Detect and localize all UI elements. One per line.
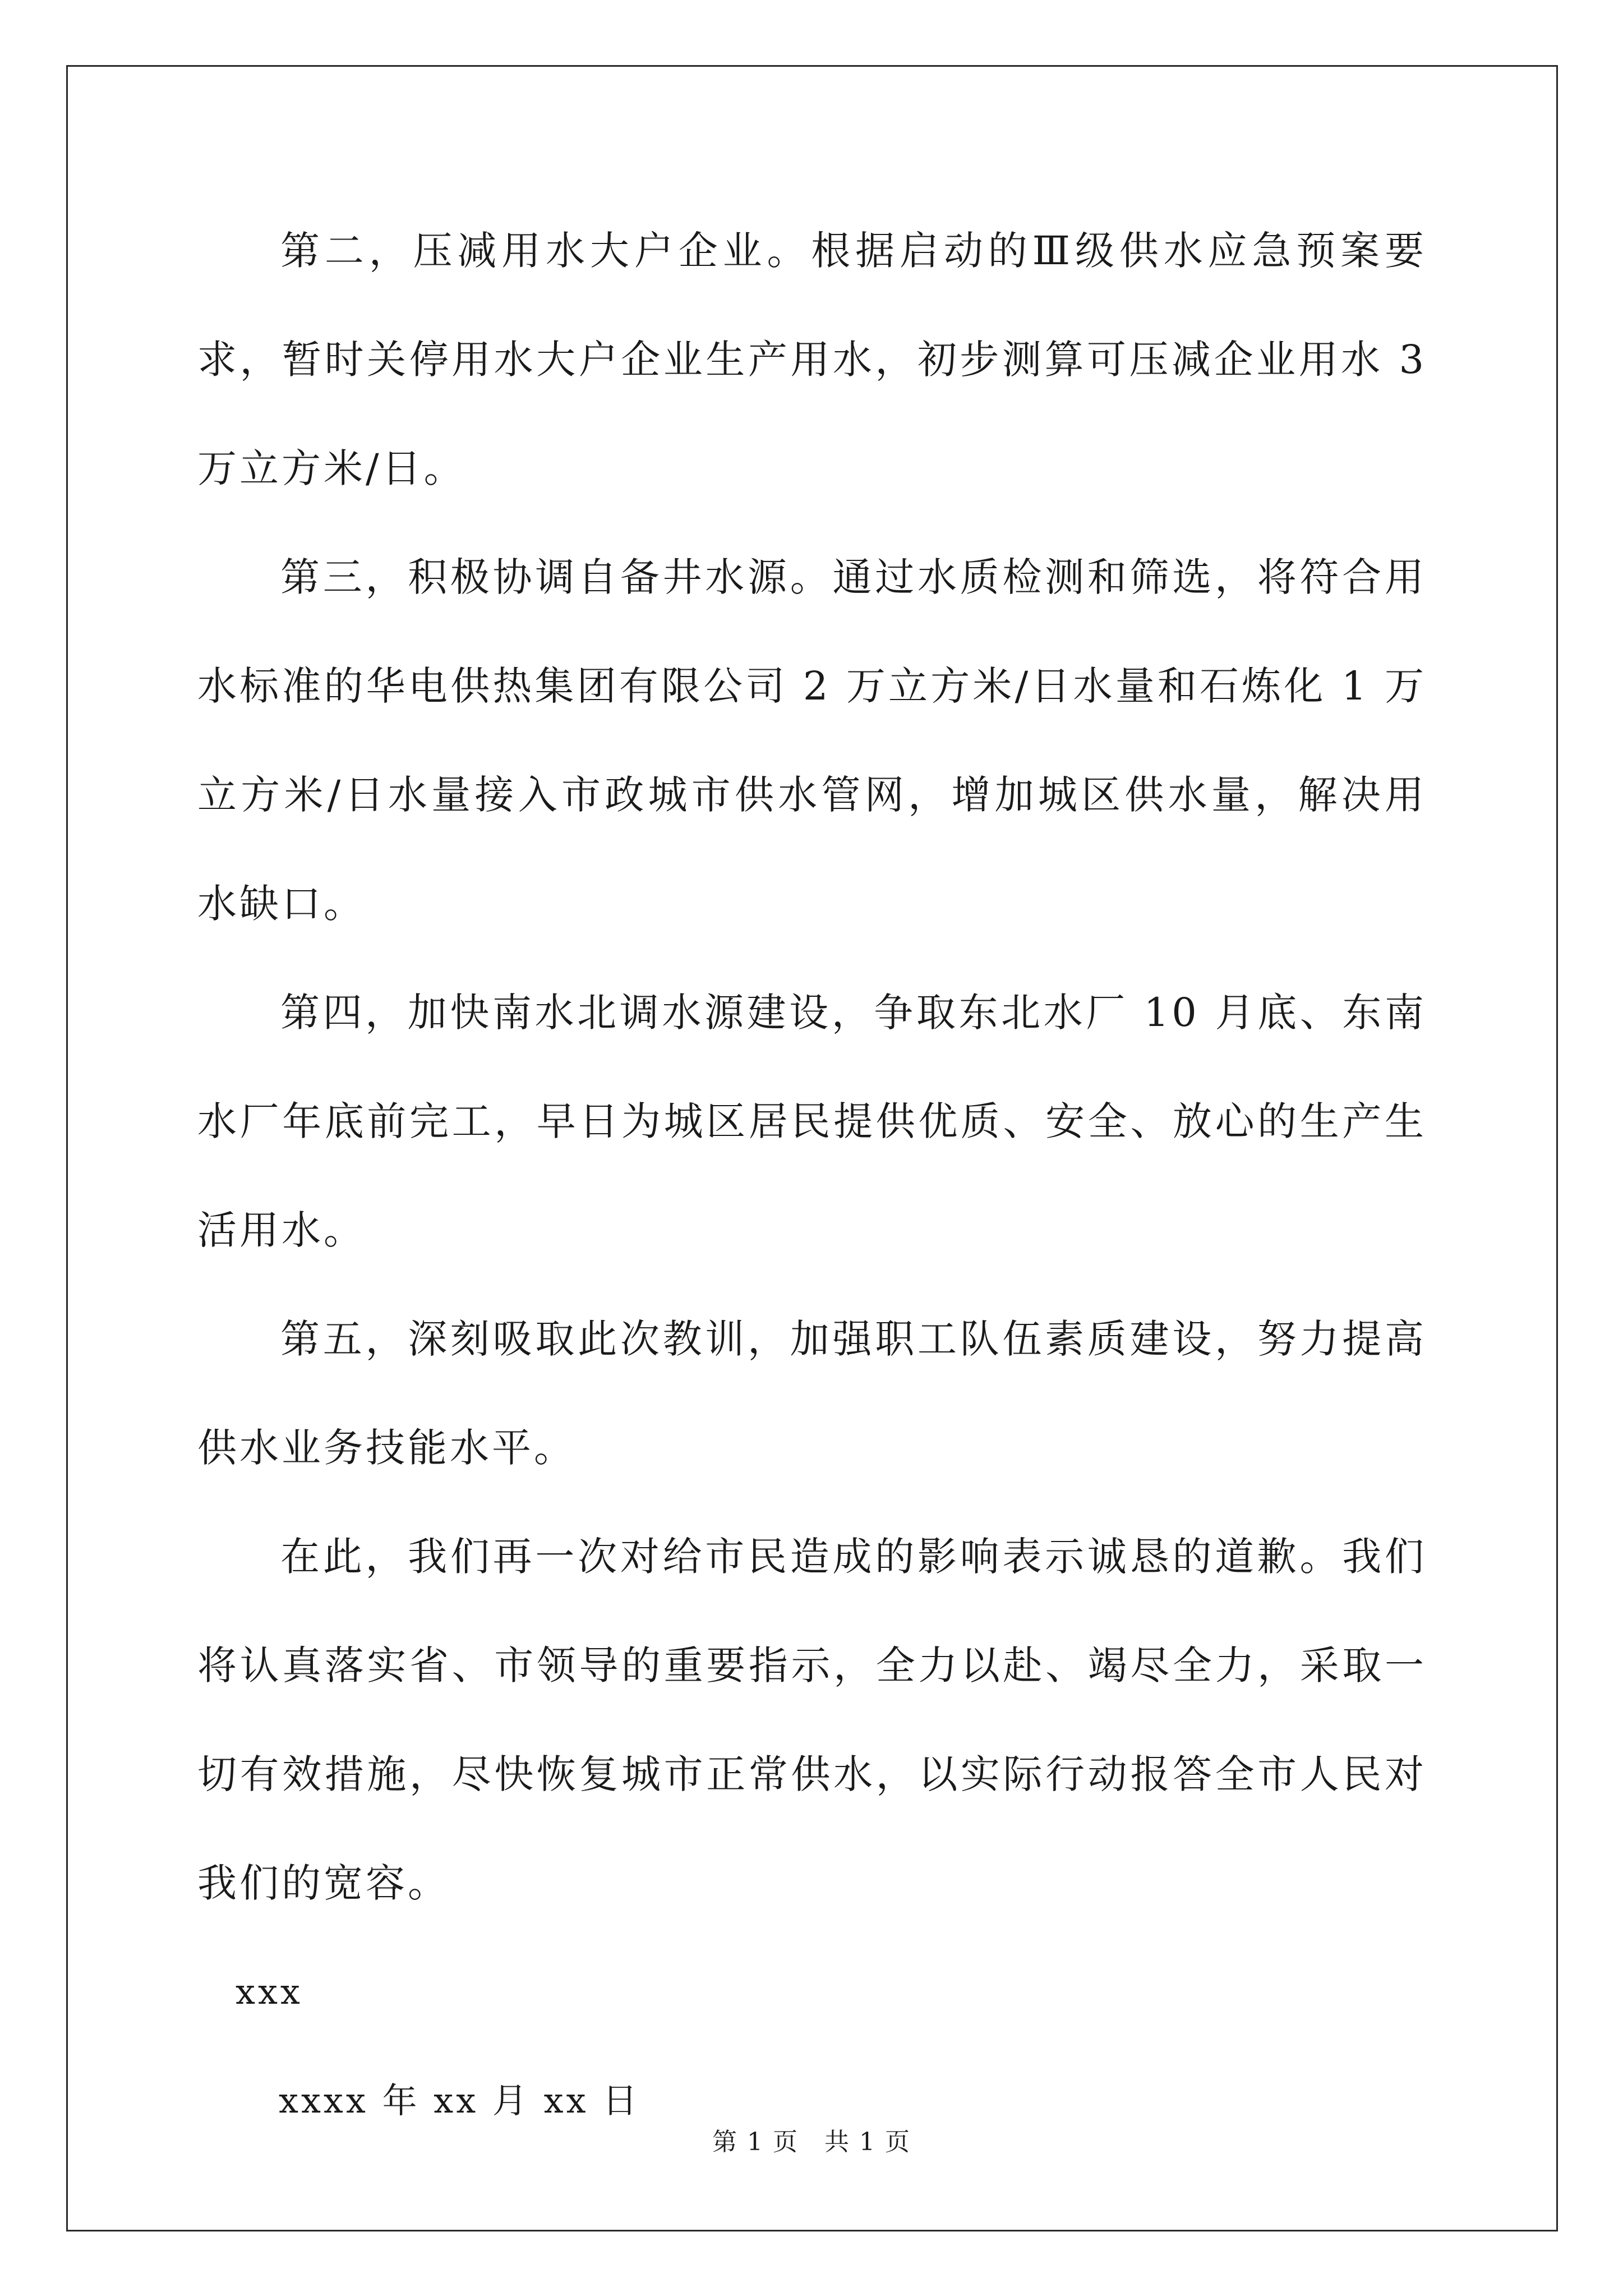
paragraph-measure-5: 第五，深刻吸取此次教训，加强职工队伍素质建设，努力提高供水业务技能水平。 xyxy=(197,1316,1427,1471)
signature: xxx xyxy=(236,1971,303,2012)
document-body xyxy=(197,196,1427,2155)
document-date: xxxx 年 xx 月 xx 日 xyxy=(279,2080,640,2121)
paragraph-measure-3: 第三，积极协调自备井水源。通过水质检测和筛选，将符合用水标准的华电供热集团有限公司 2 万立方米/日水量和石炼化 1 万立方米/日水量接入市政城市供水管网，增加城区供水量，解决用水缺口。 xyxy=(197,554,1427,927)
paragraph-measure-2: 第二，压减用水大户企业。根据启动的Ⅲ级供水应急预案要求，暂时关停用水大户企业生产用水，初步测算可压减企业用水 3 万立方米/日。 xyxy=(197,228,1427,491)
paragraph-measure-4: 第四，加快南水北调水源建设，争取东北水厂 10 月底、东南水厂年底前完工，早日为城区居民提供优质、安全、放心的生产生活用水。 xyxy=(197,990,1427,1253)
paragraph-apology: 在此，我们再一次对给市民造成的影响表示诚恳的道歉。我们将认真落实省、市领导的重要指示，全力以赴、竭尽全力，采取一切有效措施，尽快恢复城市正常供水，以实际行动报答全市人民对我们的宽容。 xyxy=(197,1534,1427,1906)
page-footer: 第 1 页 共 1 页 xyxy=(712,2128,911,2156)
